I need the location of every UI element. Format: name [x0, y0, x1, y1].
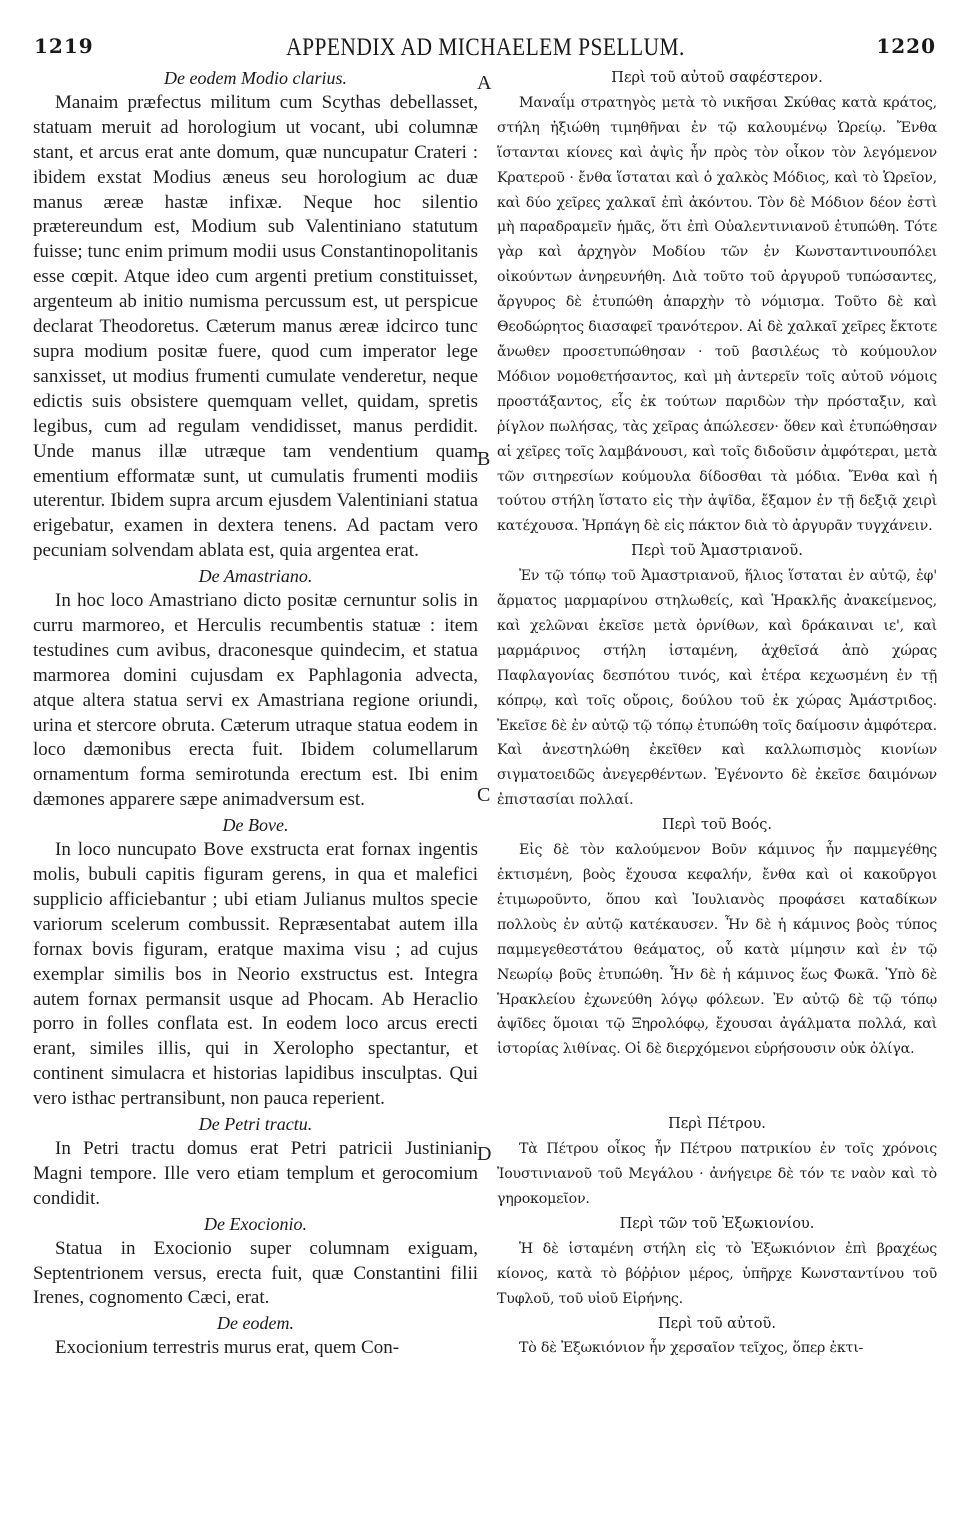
page-number-right: 1220 — [876, 34, 936, 58]
section-heading: De Bove. — [222, 815, 289, 836]
section-text: Εἰς δὲ τὸν καλούμενον Βοῦν κάμινος ἦν παμμεγέθης ἐκτισμένη, βοὸς ἔχουσα κεφαλήν, ἔνθα καὶ οἱ κακοῦργοι ἐτιμωροῦντο, ὅπου καὶ Ἰουλιανὸς προφάσει καταδίκων πολλοὺς ἐν αὐτῷ κατέκαυσεν. Ἦν δὲ ἡ κάμινος βοὸς τύπος παμμεγεθεστάτου θεάματος, οὗ κατὰ μίμησιν καὶ ἐν τῷ Νεωρίῳ βοῦς ἐτυπώθη. Ἦν δὲ ἡ κάμινος ἕως Φωκᾶ. Ὑπὸ δὲ Ἡρακλείου ἐχωνεύθη λόγῳ φόλεων. Ἐν αὐτῷ δὲ τῷ τόπῳ ἀψῖδες ὅμοιαι τῷ Ξηρολόφῳ, ἔχουσαι ἀγάλματα πολλά, καὶ ἱστορίας λιθίνας. Οἱ δὲ διερχόμενοι εὑρήσουσιν οὐκ ὀλίγα. — [497, 842, 937, 1058]
section-text: Ἐν τῷ τόπῳ τοῦ Ἀμαστριανοῦ, ἥλιος ἵσταται ἐν αὐτῷ, ἐφ' ἅρματος μαρμαρίνου στηλωθείς, καὶ Ἡρακλῆς ἀνακείμενος, καὶ χελῶναι ἐκεῖσε μετὰ ὀρνίθων, καὶ δράκαιναι ιε', καὶ μαρμάρινος στήλη ἱσταμένη, ἀχθεῖσά ἀπὸ χώρας Παφλαγονίας δεσπότου τινός, καὶ ἑτέρα κεχωσμένη ἐν τῇ κόπρῳ, καὶ τοῖς οὔροις, δούλου τοῦ ἐκ χώρας Ἀμάστριδος. Ἐκεῖσε δὲ ἐν αὐτῷ τῷ τόπῳ ἐτυπώθη τοῖς δαίμοσιν ἀμφότερα. Καὶ ἀνεστηλώθη ἐκεῖθεν καὶ καλλωπισμὸς κιονίων σιγματοειδῶς ἀνεγερθέντων. Ἐγένοντο δὲ ἐκεῖσε δαιμόνων ἐπιστασίαι πολλαί. — [497, 568, 937, 809]
section-heading: Περὶ τοῦ Ἀμαστριανοῦ. — [631, 543, 803, 560]
section-text: Manaim præfectus militum cum Scythas debellasset, statuam meruit ad horologium ut vocant, ubi columnæ stant, et arcus erat ante domum, quæ nuncupatur Crateri : ibidem exstat Modius æneus seu horologium ac duæ manus æreæ hastæ infixæ. Neque hoc silentio prætereundum est, Modium sub Valentiniano statutum fuisse; tunc enim primum modii usus Constantinopolitanis esse cœpit. Atque ideo cum argenti pretium constituisset, argenteum ab initio numisma percussum est, ut perspicue declarat Theodoretus. Cæterum manus æreæ idcirco tunc supra modium positæ fuere, quod cum imperator lege sanxisset, ut modius frumenti cumulate venderetur, neque edictis suis obsistere quemquam vellet, quidam, spretis legibus, cum ad regulam vendidisset, manus perdidit. Unde manus illæ utræque tam vendentium quam ementium efformatæ sunt, ut cumulatis frumenti modiis uterentur. Ibidem supra arcum ejusdem Valentiniani statua erigebatur, examen in dextera tenens. Ad pactam vero pecuniam solvendam ablata est, quia argentea erat. — [33, 91, 478, 562]
section-heading: De eodem Modio clarius. — [164, 68, 347, 88]
page-header — [0, 34, 971, 64]
section-heading: De eodem. — [217, 1313, 294, 1334]
section-text: Τὰ Πέτρου οἶκος ἦν Πέτρου πατρικίου ἐν τοῖς χρόνοις Ἰουστινιανοῦ τοῦ Μεγάλου · ἀνήγειρε δὲ τόν τε ναὸν καὶ τὸ γηροκομεῖον. — [497, 1141, 937, 1207]
section-text: In loco nuncupato Bove exstructa erat fornax ingentis molis, bubuli capitis figuram gerens, in qua et malefici supplicio afficiebantur ; ubi etiam Julianus multos specie variorum scelerum combussit. Repræsentabat autem illa fornax bovis figuram, eratque maxima visu ; ad cujus exemplar similis bos in Neorio exstructus est. Integra autem fornax permansit usque ad Phocam. Ab Heraclio porro in folles conflata est. In eodem loco arcus erecti erant, similes illis, qui in Xerolopho spectantur, et continent simulacra et historias lapidibus insculptas. Qui vero isthac pertransibunt, non pauca reperient. — [33, 839, 478, 1110]
page-number-left: 1219 — [34, 34, 94, 58]
margin-letter-b: B — [477, 448, 491, 470]
column-gap — [497, 1062, 937, 1112]
section-text: Τὸ δὲ Ἐξωκιόνιον ἦν χερσαῖον τεῖχος, ὅπερ ἐκτι- — [519, 1340, 864, 1357]
margin-letter-d: D — [477, 1143, 492, 1165]
section-heading: De Amastriano. — [198, 566, 313, 587]
section-heading: Περὶ τοῦ αὐτοῦ σαφέστερον. — [611, 70, 823, 86]
latin-column — [33, 66, 478, 1361]
section-text: In hoc loco Amastriano dicto positæ cernuntur solis in curru marmoreo, et Herculis recumbentis statuæ : item testudines cum avibus, draconesque quindecim, et statua marmorea domini cujusdam ex Paphlagonia advecta, atque altera statua servi ex Amastriana regione oriundi, urina et stercore obruta. Cæterum utraque statua eodem in loco dæmonibus erecta fuit. Ibidem columellarum ornamentum forma semirotunda erectum est. Ibi enim dæmones apparere sæpe animadversum est. — [33, 590, 478, 811]
section-text: Exocionium terrestris murus erat, quem Con- — [55, 1337, 400, 1359]
section-heading: Περὶ τῶν τοῦ Ἐξωκιονίου. — [619, 1215, 815, 1232]
running-title: APPENDIX AD MICHAELEM PSELLUM. — [286, 34, 685, 61]
section-heading: Περὶ Πέτρου. — [668, 1116, 766, 1133]
section-heading: Περὶ τοῦ αὐτοῦ. — [658, 1315, 776, 1332]
greek-column — [497, 66, 937, 1361]
section-text: Μαναΐμ στρατηγὸς μετὰ τὸ νικῆσαι Σκύθας κατὰ κράτος, στήλη ἠξιώθη τιμηθῆναι ἐν τῷ καλουμένῳ Ὡρείῳ. Ἔνθα ἵστανται κίονες καὶ ἀψὶς ἦν πρὸς τὸν οἶκον τὸν λεγόμενον Κρατεροῦ · ἔνθα ἵσταται καὶ ὁ χαλκὸς Μόδιος, καὶ τὸ Ὡρεῖον, καὶ δύο χεῖρες χαλκαῖ ἐπὶ ἀκόντου. Τὸν δὲ Μόδιον δέον ἐστὶ μὴ παραδραμεῖν ἡμᾶς, ὅτι ἐπὶ Οὐαλεντινιανοῦ ἐτυπώθη. Τότε γὰρ καὶ ἀρχηγὸν Μοδίου τῶν ἐν Κωνσταντινουπόλει οἰκούντων ἀνηρευνήθη. Διὰ τοῦτο τοῦ ἀργυροῦ τυπώσαντες, ἄργυρος δὲ ἐτυπώθη ἀπαρχὴν τὸ νόμισμα. Τοῦτο δὲ καὶ Θεοδώρητος διασαφεῖ τρανότερον. Αἱ δὲ χαλκαῖ χεῖρες ἔκτοτε ἄνωθεν προσετυπώθησαν · τοῦ βασιλέως τὸ κούμουλον Μόδιον νομοθετήσαντος, καὶ μὴ ἀντερεῖν τοῖς αὐτοῦ νόμοις προστάξαντος, εἷς ἐκ τούτων παριδὼν τὴν πρόσταξιν, καὶ ῥίγλον πωλήσας, τὰς χεῖρας ἀπώλεσεν· ὅθεν καὶ ἐτυπώθησαν αἱ χεῖρες τοῖς λαμβάνουσι, καὶ τοῖς διδοῦσιν ἀμφότεραι, μετὰ τῶν σιτηρεσίων κούμουλα δίδοσθαι τὰ μόδια. Ἔνθα καὶ ἡ τούτου στήλη ἵστατο εἰς τὴν ἀψῖδα, ἔξαμον ἐν τῇ δεξιᾷ χειρὶ κατέχουσα. Ἡρπάγη δὲ εἰς πάκτον διὰ τὸ ἀργυρᾶν τυγχάνειν. — [497, 94, 937, 535]
section-heading: De Exocionio. — [204, 1213, 307, 1234]
section-text: Statua in Exocionio super columnam exiguam, Septentrionem versus, erecta fuit, quæ Constantini filii Irenes, cognomento Cæci, erat. — [33, 1237, 478, 1309]
margin-letter-c: C — [477, 784, 491, 806]
section-heading: De Petri tractu. — [198, 1114, 313, 1135]
section-heading: Περὶ τοῦ Βοός. — [662, 817, 772, 834]
margin-letter-a: A — [477, 72, 492, 94]
section-text: In Petri tractu domus erat Petri patricii Justiniani Magni tempore. Ille vero etiam templum et gerocomium condidit. — [33, 1137, 478, 1209]
section-text: Ἡ δὲ ἱσταμένη στήλη εἰς τὸ Ἐξωκιόνιον ἐπὶ βραχέως κίονος, κατὰ τὸ βόῤῥιον μέρος, ὑπῆρχε Κωνσταντίνου τοῦ Τυφλοῦ, τοῦ υἱοῦ Εἰρήνης. — [497, 1240, 937, 1307]
